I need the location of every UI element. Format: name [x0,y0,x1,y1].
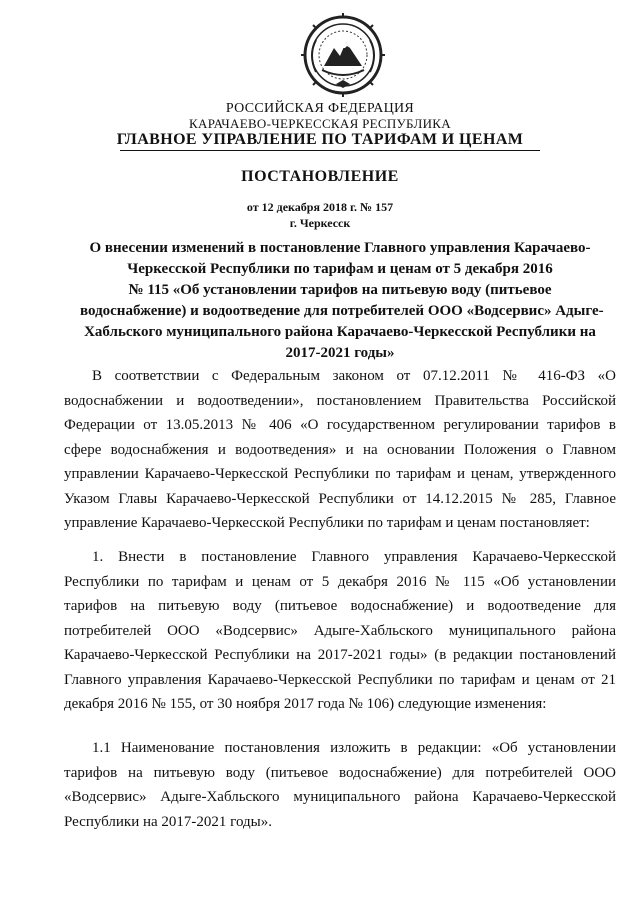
paragraph-line: управлении Карачаево-Черкесской Республики по тарифам и ценам, утвержденного [64,466,616,482]
paragraph-line: управление Карачаево-Черкесской Республики по тарифам и ценам постановляет: [64,515,590,531]
paragraph-line: 1. Внести в постановление Главного управления Карачаево-Черкесской [92,549,616,565]
paragraph-line: В соответствии с Федеральным законом от 07.12.2011 № 416-ФЗ «О [92,368,616,384]
title-line: 2017-2021 годы» [285,345,395,361]
title-line: водоснабжение) и водоотведение для потребителей ООО «Водсервис» Адыге- [80,303,604,319]
paragraph-line: потребителей ООО «Водсервис» Адыге-Хабльского муниципального района [64,622,616,639]
country-name: РОССИЙСКАЯ ФЕДЕРАЦИЯ [225,101,415,116]
paragraph-item-1 [64,545,616,717]
paragraph-line: «Водсервис» Адыге-Хабльского муниципального района Карачаево-Черкесской [64,789,616,805]
paragraph-line: тарифов на питьевую воду (питьевое водоснабжение) и водоотведение для [64,598,616,614]
title-line: О внесении изменений в постановление Главного управления Карачаево- [89,240,591,256]
title-line: Хабльского муниципального района Карачаево-Черкесской Республики на [84,324,596,340]
region-name: КАРАЧАЕВО-ЧЕРКЕССКАЯ РЕСПУБЛИКА [189,116,451,131]
paragraph-preamble [64,364,616,536]
document-date-number: от 12 декабря 2018 г. № 157 [246,200,394,214]
coat-of-arms-icon [298,10,388,100]
header-divider [120,150,540,151]
paragraph-line: 1.1 Наименование постановления изложить в редакции: «Об установлении [92,740,616,756]
paragraph-line: сфере водоснабжения и водоотведения» и на основании Положения о Главном [64,441,616,458]
paragraph-line: Карачаево-Черкесской Республики на 2017-2021 годы» (в редакции постановлений [64,647,616,663]
paragraph-line: Федерации от 13.05.2013 № 406 «О государственном регулировании тарифов в [64,417,616,433]
paragraph-line: Республики по тарифам и ценам от 5 декабря 2016 № 115 «Об установлении [64,573,616,590]
paragraph-line: тарифов на питьевую воду (питьевое водоснабжение) для потребителей ООО [64,764,616,781]
paragraph-item-1-1 [64,736,616,834]
paragraph-line: водоснабжении и водоотведении», постановлением Правительства Российской [64,392,616,409]
paragraph-line: декабря 2016 № 155, от 30 ноября 2017 года № 106) следующие изменения: [64,696,547,712]
paragraph-line: Указом Главы Карачаево-Черкесской Республики от 14.12.2015 № 285, Главное [64,490,616,507]
paragraph-line: Республики на 2017-2021 годы». [64,813,272,830]
authority-name: ГЛАВНОЕ УПРАВЛЕНИЕ ПО ТАРИФАМ И ЦЕНАМ [116,131,524,148]
document-title [80,238,604,364]
paragraph-line: Главного управления Карачаево-Черкесской Республики по тарифам и ценам от 21 [64,671,616,688]
document-city: г. Черкесск [289,216,351,230]
title-line: Черкесской Республики по тарифам и ценам от 5 декабря 2016 [127,261,553,277]
title-line: № 115 «Об установлении тарифов на питьевую воду (питьевое [128,282,552,298]
document-type: ПОСТАНОВЛЕНИЕ [241,168,399,185]
